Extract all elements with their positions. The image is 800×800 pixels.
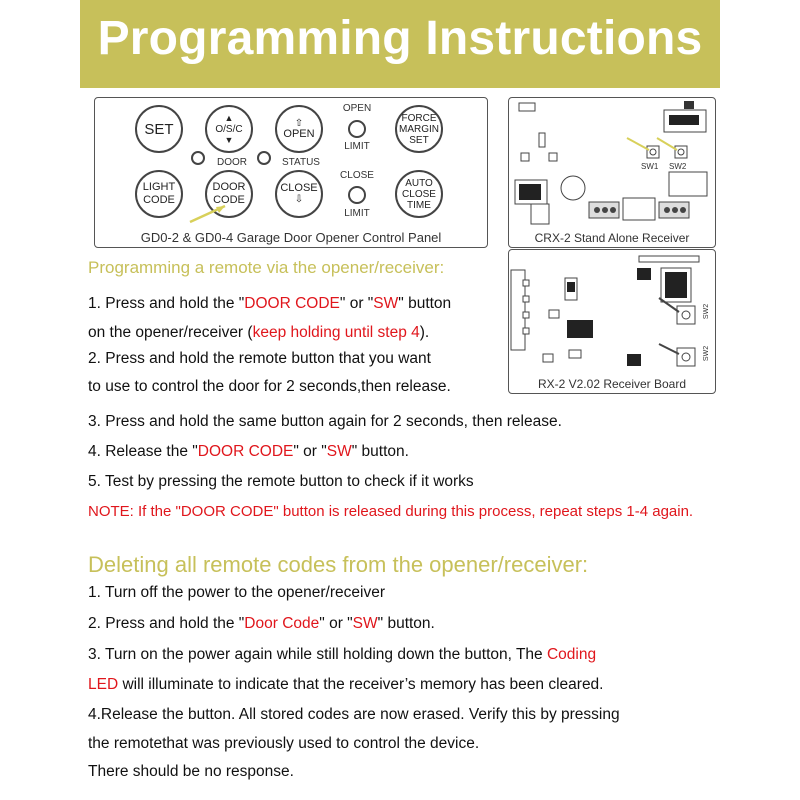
crx2-receiver-diagram — [508, 97, 716, 248]
section2-step1: 1. Turn off the power to the opener/receiver — [88, 584, 385, 601]
section1-step1: 1. Press and hold the "DOOR CODE" or "SW" button — [88, 295, 452, 312]
osc-button: ▲ O/S/C ▼ — [205, 105, 253, 153]
close-button: CLOSE ⇩ — [275, 170, 323, 218]
section2-step2: 2. Press and hold the "Door Code" or "SW" button. — [88, 615, 435, 632]
down-arrow-icon: ⇩ — [294, 194, 304, 205]
section1-title: Programming a remote via the opener/receiver: — [88, 258, 445, 277]
open-label: OPEN — [342, 103, 372, 114]
page-title: Programming Instructions — [97, 12, 703, 65]
section2-step3: 3. Turn on the power again while still holding down the button, The Coding — [88, 646, 597, 663]
section2-step3-cont: LED will illuminate to indicate that the receiver’s memory has been cleared. — [88, 676, 604, 693]
rx2-caption: RX-2 V2.02 Receiver Board — [537, 377, 687, 391]
section1-step5: 5. Test by pressing the remote button to check if it works — [88, 473, 474, 490]
limit-label-bottom: LIMIT — [344, 208, 370, 219]
light-code-button: LIGHT CODE — [135, 170, 183, 218]
limit-label-top: LIMIT — [344, 141, 370, 152]
down-arrow-icon: ▼ — [224, 134, 234, 145]
crx2-caption: CRX-2 Stand Alone Receiver — [534, 231, 690, 245]
section1-step2-cont: to use to control the door for 2 seconds,then release. — [88, 378, 451, 395]
rx2-sw-label-b: SW2 — [703, 345, 711, 362]
section1-step3: 3. Press and hold the same button again for 2 seconds, then release. — [88, 413, 562, 430]
sw2-label: SW2 — [669, 162, 687, 171]
open-button: ⇧ OPEN — [275, 105, 323, 153]
panel-caption: GD0-2 & GD0-4 Garage Door Opener Control Panel — [140, 230, 442, 245]
section2-title: Deleting all remote codes from the opener/receiver: — [88, 552, 589, 577]
section1-step1-cont: on the opener/receiver (keep holding until step 4). — [88, 324, 430, 341]
door-label: DOOR — [217, 157, 247, 168]
pointer-arrow-icon — [95, 98, 487, 247]
status-label: STATUS — [282, 157, 320, 168]
close-label: CLOSE — [340, 170, 374, 181]
set-button: SET — [135, 105, 183, 153]
door-code-button: DOOR CODE — [205, 170, 253, 218]
rx2-receiver-diagram — [508, 249, 716, 394]
circuit-board-icon — [509, 98, 715, 247]
circuit-board-icon — [509, 250, 715, 393]
rx2-sw-label-a: SW2 — [703, 303, 711, 320]
title-banner — [80, 0, 720, 88]
up-arrow-icon: ⇧ — [294, 118, 304, 129]
up-arrow-icon: ▲ — [224, 112, 234, 123]
section1-note: NOTE: If the "DOOR CODE" button is released during this process, repeat steps 1-4 again. — [88, 503, 694, 520]
section1-step2: 2. Press and hold the remote button that you want — [88, 350, 431, 367]
section2-step4: 4.Release the button. All stored codes are now erased. Verify this by pressing — [88, 706, 620, 723]
sw1-label: SW1 — [641, 162, 659, 171]
section1-step4: 4. Release the "DOOR CODE" or "SW" button. — [88, 443, 409, 460]
section2-step4-cont: the remotethat was previously used to control the device. — [88, 735, 480, 752]
control-panel-diagram — [94, 97, 488, 248]
force-margin-set-button: FORCE MARGIN SET — [395, 105, 443, 153]
auto-close-time-button: AUTO CLOSE TIME — [395, 170, 443, 218]
section2-step4-end: There should be no response. — [88, 763, 294, 780]
